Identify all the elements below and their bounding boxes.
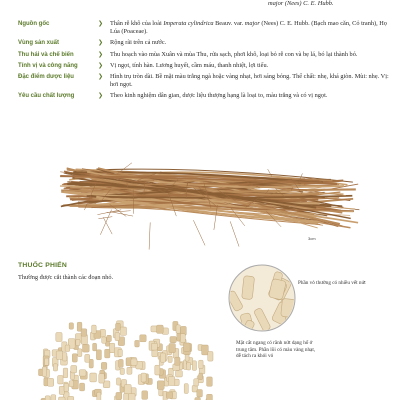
- slice-piece: [109, 343, 115, 353]
- slice-piece: [105, 349, 110, 358]
- arrow-icon: ❯: [98, 21, 104, 27]
- slice-piece: [176, 371, 183, 377]
- slice-piece: [183, 343, 190, 351]
- slice-piece: [79, 370, 86, 376]
- slice-piece: [42, 367, 46, 377]
- slice-piece: [58, 376, 64, 385]
- slice-piece: [176, 325, 180, 334]
- slice-piece: [161, 353, 166, 362]
- slice-piece: [180, 334, 185, 343]
- slice-piece: [168, 376, 174, 385]
- scale-label: 3cm: [308, 236, 316, 241]
- slice-piece: [170, 337, 176, 343]
- header-continuation: [268, 0, 400, 8]
- slice-piece: [242, 276, 255, 300]
- slice-piece: [157, 325, 164, 333]
- property-value: Theo kinh nghiệm dân gian, dược liệu thượng hạng là loại to, màu trắng và có vị ngọt.: [110, 92, 328, 100]
- slice-piece: [116, 392, 122, 399]
- slice-piece: [118, 349, 122, 356]
- slice-piece: [207, 394, 213, 400]
- slice-piece: [59, 386, 64, 394]
- slice-piece: [168, 356, 172, 362]
- property-key: Tính vị và công năng: [18, 62, 78, 69]
- slice-piece: [51, 395, 56, 400]
- property-row: [18, 62, 390, 70]
- slice-piece: [135, 340, 140, 347]
- property-value: Thu hoạch vào mùa Xuân và mùa Thu, rửa sạch, phơi khô, loại bỏ rễ con và bẹ lá, bó lại thành bó.: [110, 50, 358, 58]
- slice-piece: [68, 396, 74, 400]
- root-bundle-photo: [0, 128, 400, 258]
- property-value: Hình trụ tròn dài. Bề mặt màu trắng ngà hoặc vàng nhạt, hơi sáng bóng. Thể chất: nhẹ, khá giòn. Mùi: nhẹ. Vị: hơi ngọt.: [110, 73, 389, 89]
- slice-piece: [197, 390, 203, 398]
- slice-piece: [127, 367, 132, 374]
- property-value: Rộng rãi trên cả nước.: [110, 39, 167, 47]
- slice-piece: [194, 379, 199, 386]
- slice-piece: [83, 344, 90, 352]
- property-key: Đặc điểm dược liệu: [18, 74, 74, 81]
- slice-piece: [45, 358, 49, 365]
- slice-piece: [63, 368, 68, 378]
- slice-piece: [120, 327, 127, 335]
- arrow-icon: ❯: [98, 51, 104, 58]
- rootlet: [149, 222, 150, 249]
- slice-piece: [107, 335, 112, 341]
- note-cross-section: Mặt cắt ngang có rãnh nứt dạng hố ở trung tâm. Phần lõi có màu vàng nhạt, dễ tách ra khỏi vỏ: [236, 340, 316, 360]
- slice-piece: [93, 343, 97, 351]
- property-key: Thu hái và chế biến: [18, 51, 74, 58]
- property-row: [18, 92, 390, 100]
- slice-piece: [45, 396, 50, 400]
- slice-piece: [151, 343, 157, 350]
- property-key: Vùng sản xuất: [18, 40, 60, 47]
- property-value: Thân rễ khô của loài Imperata cylindrica Beauv. var. major (Nees) C. E. Hubb. (Bạch mao căn, Cỏ tranh), Họ Lúa (Poaceae).: [110, 20, 387, 36]
- slice-piece: [72, 354, 77, 362]
- slice-piece: [69, 381, 74, 387]
- slice-piece: [169, 344, 176, 353]
- slice-piece: [120, 368, 124, 374]
- property-row: [18, 20, 390, 36]
- property-row: [18, 39, 390, 47]
- arrow-icon: ❯: [98, 93, 104, 100]
- slice-piece: [96, 350, 101, 360]
- slice-piece: [155, 365, 160, 375]
- slice-piece: [99, 374, 105, 384]
- slice-piece: [187, 362, 191, 370]
- slice-piece: [80, 383, 85, 391]
- property-key: Nguồn gốc: [18, 21, 50, 27]
- slice-piece: [185, 354, 189, 361]
- slice-piece: [92, 325, 97, 334]
- property-value: Vị ngọt, tính hàn. Lương huyết, cầm máu, thanh nhiệt, lợi tiểu.: [110, 61, 269, 69]
- slice-piece: [157, 381, 164, 390]
- rootlet: [230, 221, 239, 246]
- slice-piece: [208, 352, 213, 362]
- slice-piece: [53, 364, 57, 371]
- rootlet: [97, 210, 121, 215]
- property-key: Yêu cầu chất lượng: [18, 93, 75, 100]
- slice-piece: [69, 323, 73, 329]
- sliced-pieces-pile: [38, 318, 218, 400]
- slice-piece: [166, 392, 172, 399]
- rootlet: [112, 212, 133, 216]
- slice-piece: [76, 339, 80, 345]
- arrow-icon: ❯: [98, 74, 104, 81]
- slice-piece: [124, 385, 131, 395]
- note-bark: Phần vỏ thường có nhiều vết nứt: [298, 280, 366, 286]
- slice-piece: [124, 393, 129, 400]
- slice-piece: [128, 394, 135, 400]
- slice-piece: [131, 359, 137, 366]
- section-title: THUỐC PHIẾN: [18, 262, 68, 269]
- slice-piece: [141, 373, 146, 382]
- slice-piece: [117, 378, 121, 385]
- slice-piece: [71, 366, 77, 373]
- slice-piece: [64, 383, 69, 391]
- slice-piece: [202, 345, 209, 355]
- property-row: [18, 51, 390, 59]
- rootlet: [193, 220, 205, 245]
- property-row: [18, 73, 390, 89]
- slice-piece: [90, 373, 97, 382]
- slice-piece: [85, 354, 90, 362]
- slice-piece: [184, 384, 188, 394]
- slice-piece: [102, 337, 107, 343]
- arrow-icon: ❯: [98, 62, 104, 69]
- section-description: Thường được cắt thành các đoạn nhỏ.: [18, 274, 114, 281]
- slice-piece: [175, 357, 180, 365]
- slice-piece: [115, 333, 120, 341]
- arrow-icon: ❯: [98, 40, 104, 47]
- slice-piece: [199, 373, 203, 380]
- slice-piece: [140, 335, 147, 342]
- slice-piece: [119, 359, 124, 367]
- slice-piece: [192, 361, 196, 371]
- slice-piece: [63, 353, 67, 362]
- properties-table: [18, 20, 390, 104]
- slice-piece: [56, 333, 62, 342]
- slice-piece: [116, 323, 121, 330]
- slice-piece: [199, 360, 204, 368]
- slice-piece: [81, 329, 87, 336]
- slice-piece: [48, 378, 54, 386]
- slice-piece: [142, 391, 148, 400]
- slice-piece: [78, 349, 82, 357]
- slice-piece: [101, 362, 107, 369]
- rootlet: [98, 217, 112, 219]
- slice-piece: [207, 377, 213, 386]
- slice-piece: [65, 345, 70, 352]
- magnified-slice-icon: [228, 264, 296, 332]
- slice-piece: [56, 351, 63, 359]
- slice-piece: [97, 392, 101, 400]
- header-line-2: major (Nees) C. E. Hubb.: [268, 0, 334, 7]
